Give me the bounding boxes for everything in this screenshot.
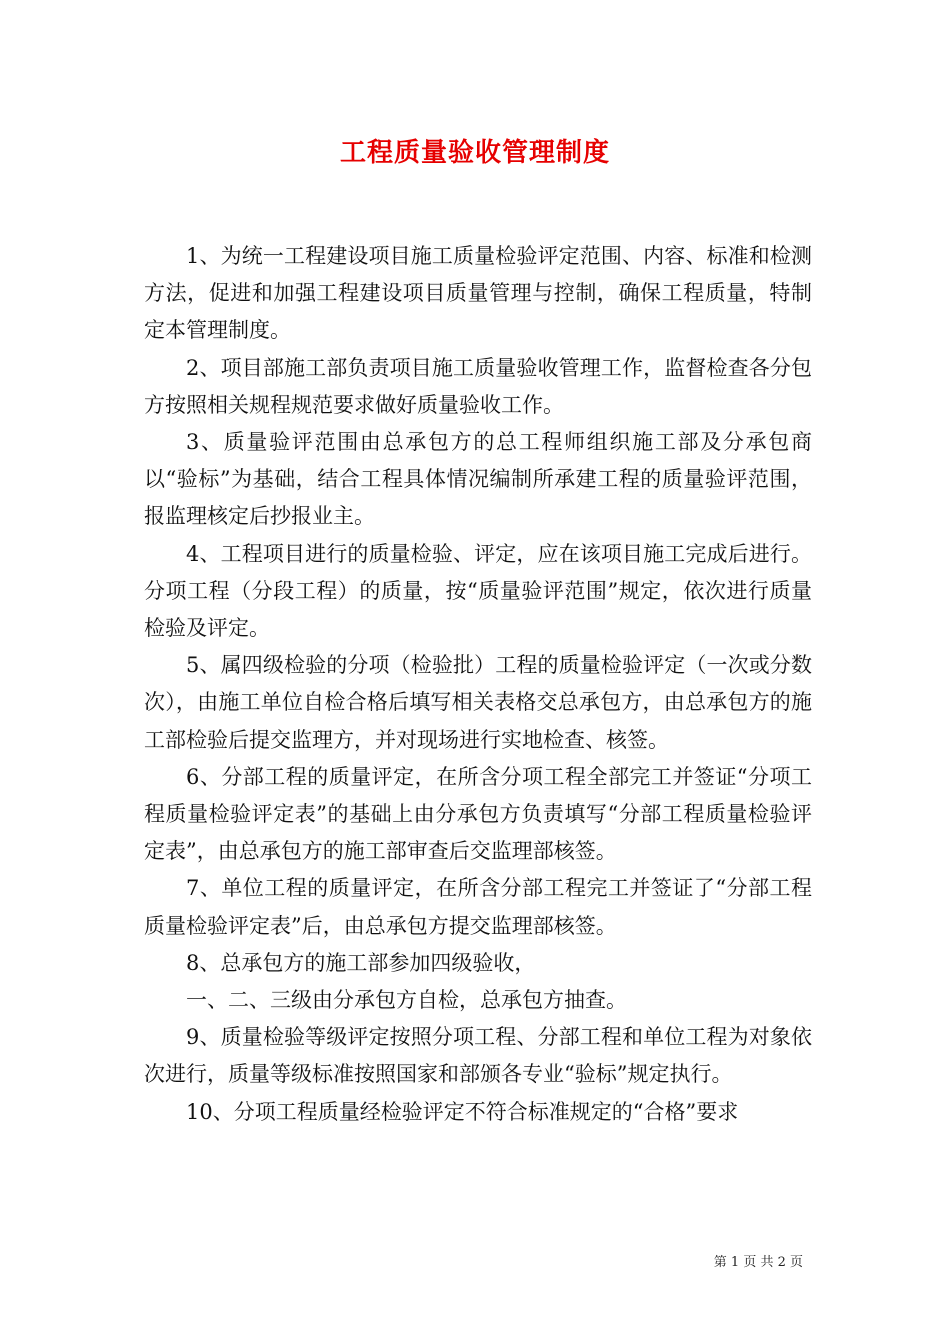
- paragraph-6: 6、分部工程的质量评定，在所含分项工程全部完工并签证“分项工程质量检验评定表”的基础上由分承包方负责填写“分部工程质量检验评定表”，由总承包方的施工部审查后交监理部核签。: [144, 764, 812, 864]
- paragraph-5: 5、属四级检验的分项（检验批）工程的质量检验评定（一次或分数次），由施工单位自检合格后填写相关表格交总承包方，由总承包方的施工部检验后提交监理方，并对现场进行实地检查、核签。: [144, 653, 812, 752]
- paragraph-2: 2、项目部施工部负责项目施工质量验收管理工作，监督检查各分包方按照相关规程规范要求做好质量验收工作。: [144, 355, 812, 417]
- document-body: [144, 238, 812, 1131]
- paragraph-7: 7、单位工程的质量评定，在所含分部工程完工并签证了“分部工程质量检验评定表”后，由总承包方提交监理部核签。: [144, 876, 812, 938]
- paragraph-4: 4、工程项目进行的质量检验、评定，应在该项目施工完成后进行。分项工程（分段工程）的质量，按“质量验评范围”规定，依次进行质量检验及评定。: [144, 541, 812, 641]
- page-number-footer: 第 1 页 共 2 页: [713, 1255, 803, 1270]
- paragraph-1: 1、为统一工程建设项目施工质量检验评定范围、内容、标准和检测方法，促进和加强工程建设项目质量管理与控制，确保工程质量，特制定本管理制度。: [144, 244, 812, 343]
- document-title: 工程质量验收管理制度: [339, 138, 610, 168]
- paragraph-9: 9、质量检验等级评定按照分项工程、分部工程和单位工程为对象依次进行，质量等级标准按照国家和部颁各专业“验标”规定执行。: [144, 1025, 812, 1087]
- paragraph-8-continued: 一、二、三级由分承包方自检，总承包方抽查。: [186, 988, 627, 1013]
- paragraph-10: 10、分项工程质量经检验评定不符合标准规定的“合格”要求: [186, 1099, 739, 1124]
- paragraph-8: 8、总承包方的施工部参加四级验收，: [186, 950, 536, 975]
- paragraph-3: 3、质量验评范围由总承包方的总工程师组织施工部及分承包商以“验标”为基础，结合工程具体情况编制所承建工程的质量验评范围，报监理核定后抄报业主。: [144, 430, 812, 529]
